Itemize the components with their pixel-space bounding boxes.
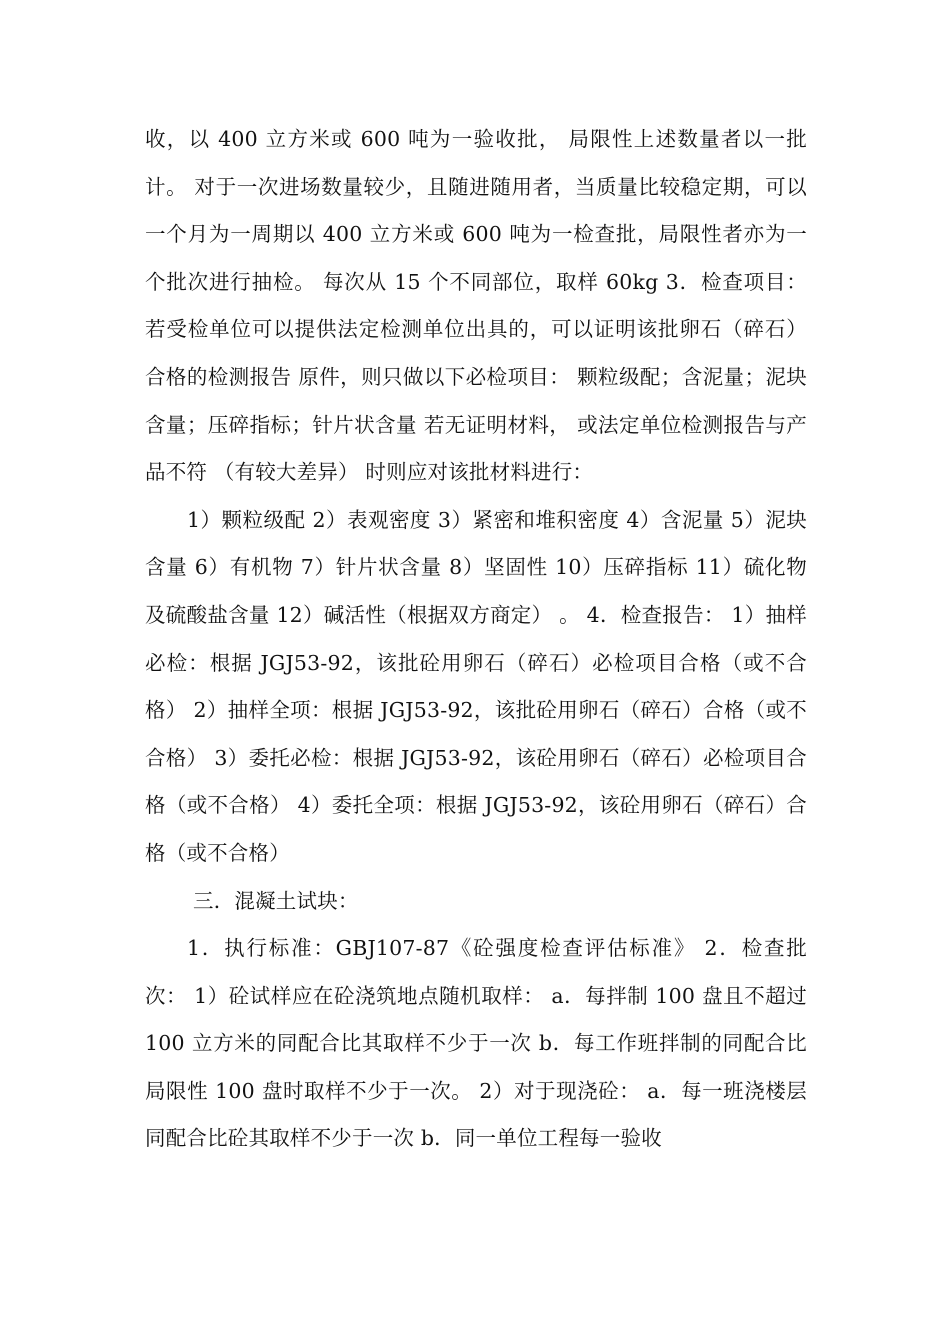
section-heading-concrete-specimens: 三．混凝土试块： [193,888,359,913]
paragraph-test-items-and-report: 1）颗粒级配 2）表观密度 3）紧密和堆积密度 4）含泥量 5）泥块含量 6）有机物 7）针片状含量 8）坚固性 10）压碎指标 11）硫化物及硫酸盐含量 12）碱活性（根据双方商定） 。 4．检查报告： 1）抽样必检：根据 JGJ53-92，该批砼用卵石（碎石）必检项目合格（或不合格） 2）抽样全项：根据 JGJ53-92，该批砼用卵石（碎石）合格（或不合格） 3）委托必检：根据 JGJ53-92，该砼用卵石（碎石）必检项目合格（或不合格） 4）委托全项：根据 JGJ53-92，该砼用卵石（碎石）合格（或不合格） [145,507,807,865]
document-page [145,116,807,1163]
paragraph-concrete-standard: 1．执行标准：GBJ107-87《砼强度检查评估标准》 2．检查批次： 1）砼试样应在砼浇筑地点随机取样： a．每拌制 100 盘且不超过 100 立方米的同配合比其取样不少于一次 b．每工作班拌制的同配合比局限性 100 盘时取样不少于一次。 2）对于现浇砼： a．每一班浇楼层同配合比砼其取样不少于一次 b．同一单位工程每一验收 [145,936,807,1151]
paragraph-sampling-batches: 收，以 400 立方米或 600 吨为一验收批， 局限性上述数量者以一批计。 对于一次进场数量较少，且随进随用者，当质量比较稳定期，可以一个月为一周期以 400 立方米或 600 吨为一检查批，局限性者亦为一个批次进行抽检。 每次从 15 个不同部位，取样 60kg 3．检查项目： 若受检单位可以提供法定检测单位出具的，可以证明该批卵石（碎石）合格的检测报告 原件，则只做以下必检项目： 颗粒级配；含泥量；泥块含量；压碎指标；针片状含量 若无证明材料， 或法定单位检测报告与产品不符 （有较大差异） 时则应对该批材料进行： [145,127,807,485]
